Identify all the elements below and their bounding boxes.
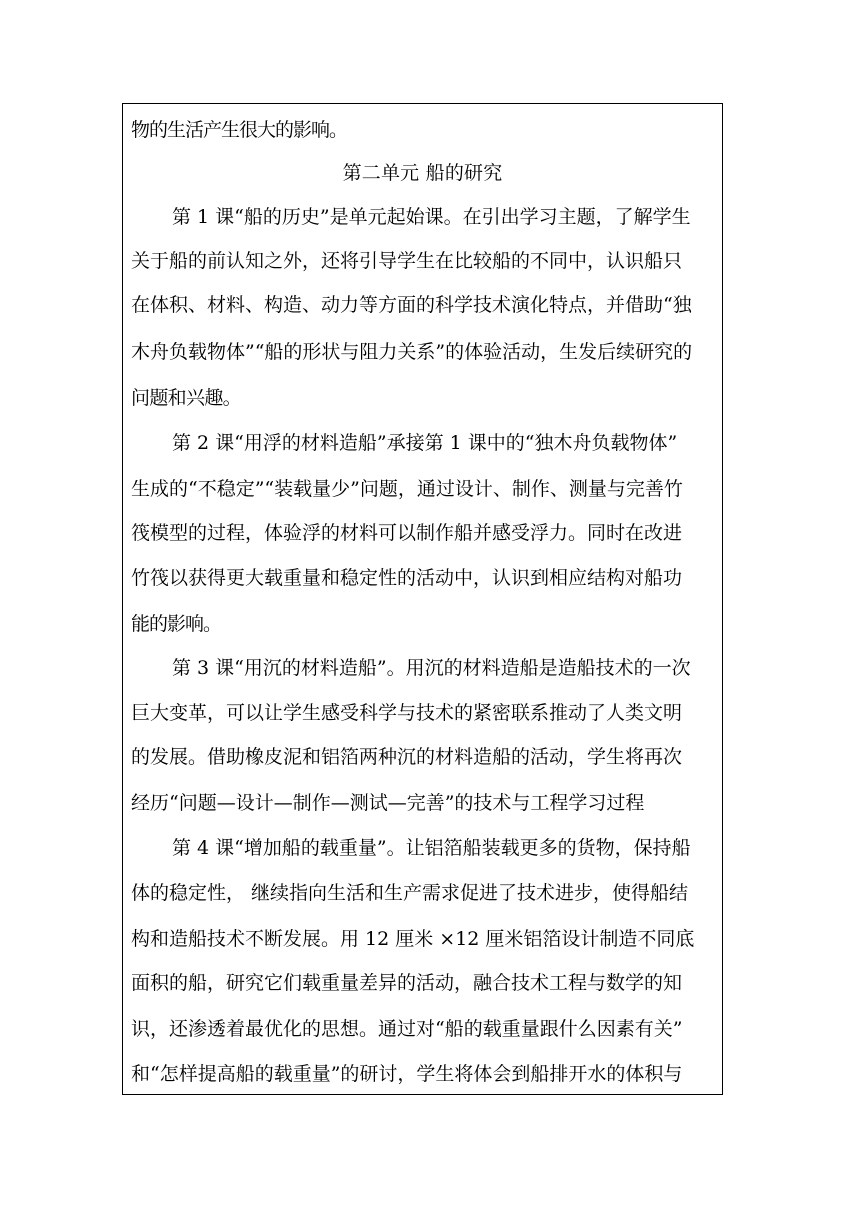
text-line: 筏模型的过程，体验浮的材料可以制作船并感受浮力。同时在改进 [131,522,683,544]
text-line: 在体积、材料、构造、动力等方面的科学技术演化特点，并借助“独 [131,294,692,316]
text-line: 关于船的前认知之外，还将引导学生在比较船的不同中，认识船只 [131,250,683,272]
text-line: 第 3 课“用沉的材料造船”。用沉的材料造船是造船技术的一次 [172,657,691,679]
text-line: 面积的船，研究它们载重量差异的活动，融合技术工程与数学的知 [131,972,683,994]
text-line: 第 2 课“用浮的材料造船”承接第 1 课中的“独木舟负载物体” [172,432,678,454]
text-line: 木舟负载物体”“船的形状与阻力关系”的体验活动，生发后续研究的 [131,341,693,363]
text-line: 经历“问题—设计—制作—测试—完善”的技术与工程学习过程 [131,792,645,814]
text-line: 第 1 课“船的历史”是单元起始课。在引出学习主题，了解学生 [172,206,691,228]
text-line: 生成的“不稳定”“装载量少”问题，通过设计、制作、测量与完善竹 [131,478,683,500]
text-line: 巨大变革，可以让学生感受科学与技术的紧密联系推动了人类文明 [131,702,683,724]
section-heading: 第二单元 船的研究 [342,162,503,184]
text-line: 识，还渗透着最优化的思想。通过对“船的载重量跟什么因素有关” [131,1018,683,1040]
text-line: 第 4 课“增加船的载重量”。让铝箔船装载更多的货物，保持船 [172,837,691,859]
text-line: 构和造船技术不断发展。用 12 厘米 ×12 厘米铝箔设计制造不同底 [131,928,695,950]
text-line: 物的生活产生很大的影响。 [131,119,348,141]
text-line: 的发展。借助橡皮泥和铝箔两种沉的材料造船的活动，学生将再次 [131,746,683,768]
text-line: 问题和兴趣。 [131,387,242,409]
text-line: 和“怎样提高船的载重量”的研讨，学生将体会到船排开水的体积与 [131,1063,683,1085]
text-line: 竹筏以获得更大载重量和稳定性的活动中，认识到相应结构对船功 [131,567,683,589]
text-line: 能的影响。 [131,613,222,635]
text-line: 体的稳定性， 继续指向生活和生产需求促进了技术进步，使得船结 [131,882,689,904]
